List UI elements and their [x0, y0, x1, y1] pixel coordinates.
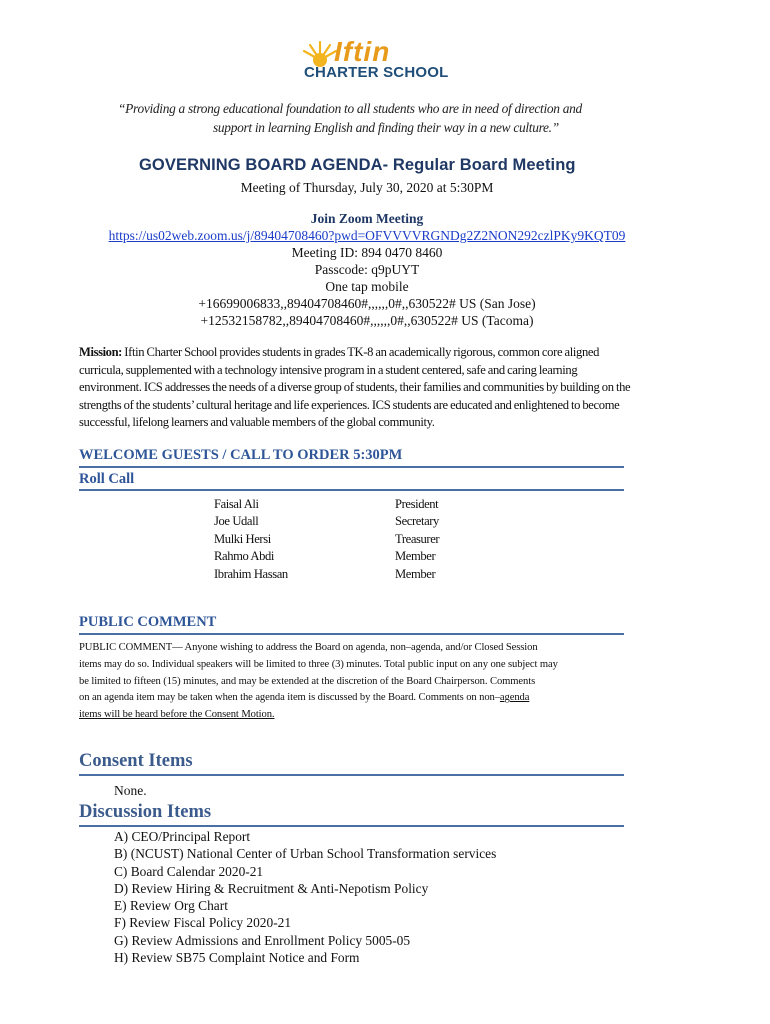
member-role: Treasurer	[395, 531, 440, 546]
logo-word: Iftin	[334, 36, 391, 67]
mission-text: Iftin Charter School provides students in grades TK-8 an academically rigorous, common core aligned curricula, supplemented with a technology intensive program in a student centered, safe and caring learning environment. ICS addresses the needs of a diverse group of students, their families and communities by building on the strengths of the students’ cultural heritage and life experiences. ICS students are educated and enlightened to become successful, lifelong learners and valuable members of the global community.	[79, 345, 631, 430]
roll-call-heading: Roll Call	[79, 471, 135, 487]
member-role: Secretary	[395, 514, 439, 529]
member-role: President	[395, 497, 439, 511]
discussion-list	[114, 828, 496, 966]
public-comment-line: items will be heard before the Consent Motion.	[79, 709, 275, 721]
list-item: B) (NCUST) National Center of Urban School Transformation services	[114, 846, 497, 862]
page-title: GOVERNING BOARD AGENDA- Regular Board Meeting	[139, 156, 576, 174]
zoom-heading: Join Zoom Meeting	[310, 211, 424, 226]
member-role: Member	[395, 566, 436, 581]
logo-subtitle: CHARTER SCHOOL	[304, 64, 449, 81]
section-divider	[79, 489, 624, 491]
school-logo	[300, 36, 449, 82]
public-comment-heading: PUBLIC COMMENT	[79, 614, 217, 630]
list-item: F) Review Fiscal Policy 2020-21	[114, 915, 292, 931]
public-comment-line: items may do so. Individual speakers will be limited to three (3) minutes. Total public input on any one subject may	[79, 658, 558, 670]
tagline-line-1: “Providing a strong educational foundation to all students who are in need of direction and	[118, 101, 582, 116]
public-comment-line: be limited to fifteen (15) minutes, and may be extended at the discretion of the Board Chairperson. Comments	[79, 675, 536, 687]
roll-call-roles	[395, 496, 439, 583]
mission-label: Mission:	[79, 345, 122, 359]
public-comment-line-part: on an agenda item may be taken when the agenda item is discussed by the Board. Comments on non–	[79, 692, 500, 704]
member-name: Faisal Ali	[214, 497, 259, 511]
discussion-heading: Discussion Items	[79, 802, 212, 822]
section-divider	[79, 774, 624, 776]
list-item: H) Review SB75 Complaint Notice and Form	[114, 950, 360, 966]
passcode: Passcode: q9pUYT	[314, 262, 420, 277]
consent-heading: Consent Items	[79, 751, 193, 771]
meeting-id: Meeting ID: 894 0470 8460	[291, 245, 443, 260]
mission-statement	[79, 344, 639, 432]
member-name: Ibrahim Hassan	[214, 566, 288, 581]
list-item: D) Review Hiring & Recruitment & Anti-Nepotism Policy	[114, 880, 429, 896]
list-item: A) CEO/Principal Report	[114, 829, 251, 844]
member-name: Rahmo Abdi	[214, 549, 275, 564]
public-comment-line	[79, 690, 624, 707]
roll-call-names	[214, 496, 288, 583]
one-tap-mobile: One tap mobile	[325, 279, 409, 294]
zoom-link[interactable]: https://us02web.zoom.us/j/89404708460?pwd=OFVVVVRGNDg2Z2NON292czlPKy9KQT09	[108, 228, 626, 243]
member-role: Member	[395, 549, 436, 564]
public-comment-line-part: agenda	[499, 692, 530, 704]
list-item: G) Review Admissions and Enrollment Policy 5005-05	[114, 932, 411, 948]
member-name: Joe Udall	[214, 514, 259, 529]
section-divider	[79, 825, 624, 827]
tagline-line-2: support in learning English and finding their way in a new culture.”	[213, 120, 559, 135]
consent-text: None.	[114, 783, 147, 798]
zoom-info	[0, 210, 752, 329]
meeting-date: Meeting of Thursday, July 30, 2020 at 5:30PM	[240, 180, 494, 195]
welcome-heading: WELCOME GUESTS / CALL TO ORDER 5:30PM	[79, 447, 403, 463]
phone-san-jose: +16699006833,,89404708460#,,,,,,0#,,630522# US (San Jose)	[198, 296, 536, 311]
member-name: Mulki Hersi	[214, 531, 271, 546]
section-divider	[79, 633, 624, 635]
section-divider	[79, 466, 624, 468]
public-comment-line: PUBLIC COMMENT— Anyone wishing to address the Board on agenda, non–agenda, and/or Closed Session	[79, 642, 538, 653]
phone-tacoma: +12532158782,,89404708460#,,,,,,0#,,630522# US (Tacoma)	[200, 313, 534, 328]
list-item: C) Board Calendar 2020-21	[114, 863, 264, 879]
list-item: E) Review Org Chart	[114, 898, 228, 914]
tagline	[118, 99, 678, 137]
public-comment-text	[79, 640, 624, 724]
